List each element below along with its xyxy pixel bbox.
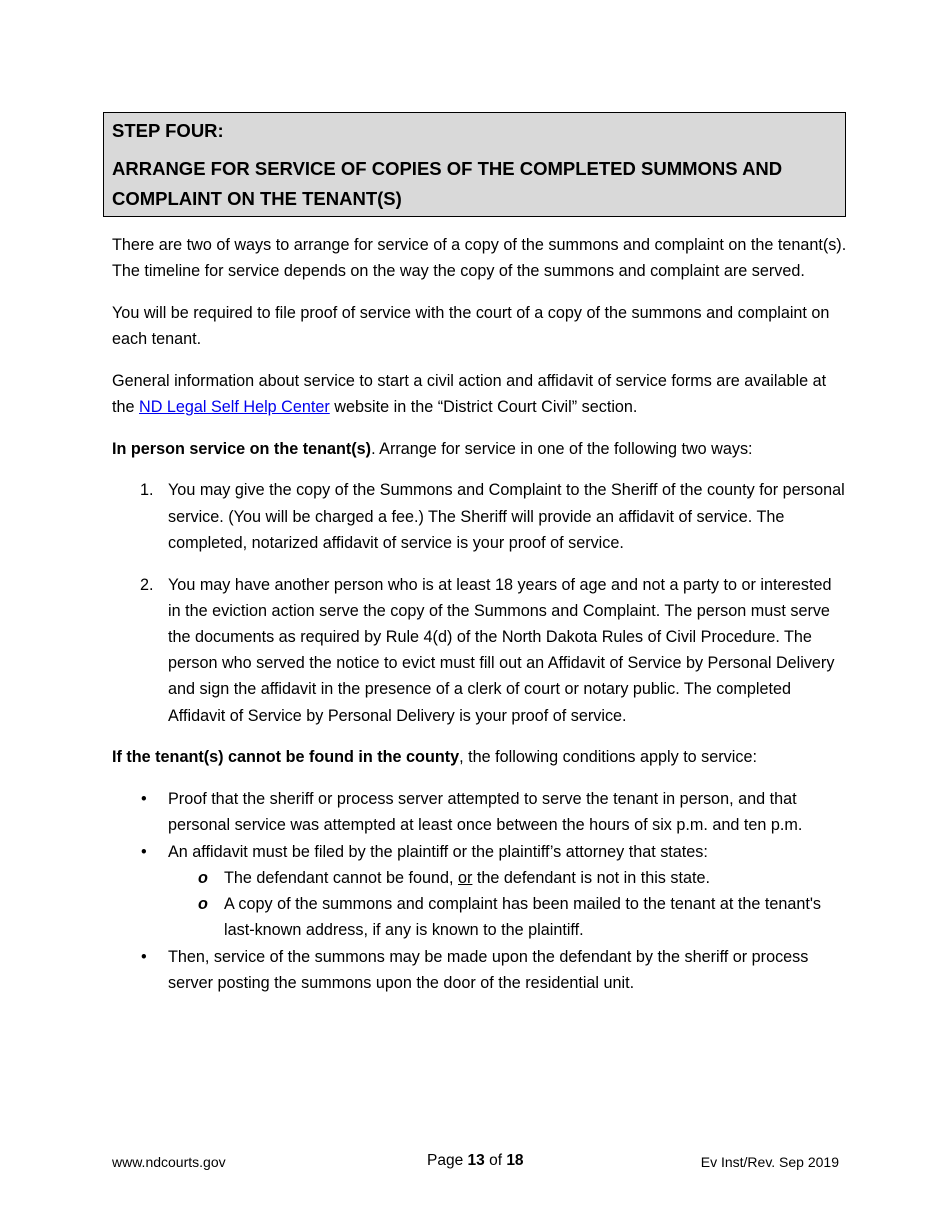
in-person-heading: In person service on the tenant(s) [112,439,372,458]
sub-bullet-icon: o [198,895,208,914]
info-text-after: website in the “District Court Civil” section. [329,398,638,417]
footer-website: www.ndcourts.gov [112,1154,226,1170]
paragraph-not-found [112,744,848,770]
step-heading-box [103,112,846,217]
page-current: 13 [467,1152,485,1169]
list-number: 1. [140,481,154,500]
list-item-text: You may have another person who is at least 18 years of age and not a party to or interested in the eviction action serve the copy of the Summons and Complaint. The person must serve the documents as required by Rule 4(d) of the North Dakota Rules of Civil Procedure. The person who served the notice to evict must fill out an Affidavit of Service by Personal Delivery and sign the affidavit in the presence of a clerk of court or notary public. The completed Affidavit of Service by Personal Delivery is your proof of service. [168,575,835,725]
page-footer [112,1152,839,1174]
bullet-icon: • [141,948,147,967]
bullet-item [112,786,848,838]
bullet-icon: • [141,789,147,808]
step-title [112,154,837,214]
bullet-item [112,839,848,944]
step-title-line2: COMPLAINT ON THE TENANT(S) [112,188,402,209]
list-item [112,572,848,729]
bullet-text: Proof that the sheriff or process server attempted to serve the tenant in person, and that personal service was attempted at least once between the hours of six p.m. and ten p.m. [168,789,803,835]
info-text-before: General information about service to start a civil action and affidavit of service forms are available at the [112,371,827,417]
sub-bullet-item [168,865,848,891]
service-options-list [112,477,848,728]
bullet-text: An affidavit must be filed by the plaintiff or the plaintiff’s attorney that states: [168,842,708,861]
page-word: Page [427,1152,468,1169]
bullet-text: Then, service of the summons may be made upon the defendant by the sheriff or process server posting the summons upon the door of the residential unit. [168,948,809,993]
nd-legal-self-help-link[interactable]: ND Legal Self Help Center [139,398,330,417]
not-found-heading: If the tenant(s) cannot be found in the county [112,748,460,767]
list-item-text: You may give the copy of the Summons and Complaint to the Sheriff of the county for personal service. (You will be charged a fee.) The Sheriff will provide an affidavit of service. The completed, notarized affidavit of service is your proof of service. [168,481,845,552]
in-person-text: . Arrange for service in one of the following two ways: [371,439,753,458]
affidavit-sublist [168,865,848,944]
page-of: of [484,1152,507,1169]
list-item [112,477,848,556]
step-title-line1: ARRANGE FOR SERVICE OF COPIES OF THE COMPLETED SUMMONS AND [112,158,783,179]
bullet-icon: • [141,842,147,861]
conditions-list [112,786,848,997]
page-total: 18 [506,1152,524,1169]
bullet-item [112,944,848,996]
body-content [112,232,848,997]
not-found-text: , the following conditions apply to service: [459,748,757,767]
sub-bullet-item [168,891,848,943]
page-number [427,1152,524,1170]
paragraph-intro: There are two of ways to arrange for service of a copy of the summons and complaint on the tenant(s). The timeline for service depends on the way the copy of the summons and complaint are served. [112,236,847,281]
paragraph-in-person [112,436,848,462]
sub-bullet-icon: o [198,869,208,888]
sub-bullet-text-after: the defendant is not in this state. [472,869,710,888]
paragraph-info [112,368,848,420]
paragraph-proof: You will be required to file proof of service with the court of a copy of the summons and complaint on each tenant. [112,303,830,349]
sub-bullet-text: A copy of the summons and complaint has been mailed to the tenant at the tenant's last-known address, if any is known to the plaintiff. [224,895,822,940]
footer-revision: Ev Inst/Rev. Sep 2019 [700,1154,839,1170]
list-number: 2. [140,575,154,594]
step-label: STEP FOUR: [112,120,224,141]
sub-bullet-or: or [458,869,473,888]
sub-bullet-text-before: The defendant cannot be found, [224,869,459,888]
